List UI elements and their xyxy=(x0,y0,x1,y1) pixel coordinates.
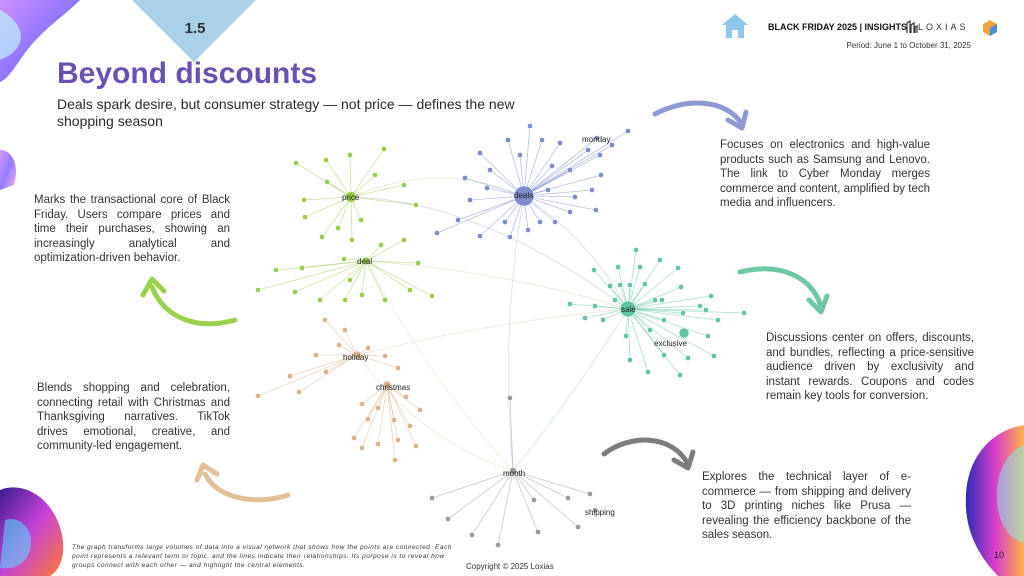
label-monday: monday xyxy=(582,135,611,144)
graph-node xyxy=(322,317,327,322)
graph-node xyxy=(531,497,536,502)
graph-node xyxy=(625,128,630,133)
graph-node xyxy=(255,287,260,292)
graph-node xyxy=(537,219,542,224)
graph-node xyxy=(324,179,329,184)
graph-edge xyxy=(628,309,708,336)
page-title: Beyond discounts xyxy=(57,57,318,90)
graph-node xyxy=(677,372,682,377)
graph-edge xyxy=(366,261,513,471)
label-sale: sale xyxy=(621,305,636,314)
graph-edge xyxy=(366,261,628,309)
graph-node xyxy=(296,389,301,394)
graph-node xyxy=(591,267,596,272)
graph-node xyxy=(535,529,540,534)
graph-edge xyxy=(351,197,416,205)
graph-node xyxy=(661,317,666,322)
description-holiday: Blends shopping and celebration, connecting retail with Christmas and Thanksgiving narratives. TikTok drives emotional, creative, and community-led engagement. xyxy=(37,382,230,452)
graph-node xyxy=(567,301,572,306)
label-exclusive: exclusive xyxy=(654,339,687,348)
graph-edge xyxy=(362,261,366,295)
graph-node xyxy=(342,297,347,302)
graph-node xyxy=(455,217,460,222)
graph-node xyxy=(659,297,664,302)
graph-node xyxy=(302,214,307,219)
graph-node xyxy=(403,394,408,399)
graph-node xyxy=(517,152,522,157)
graph-node xyxy=(705,333,710,338)
graph-node xyxy=(301,197,306,202)
arrow-icon-sale xyxy=(735,262,830,320)
graph-node xyxy=(358,217,363,222)
graph-node xyxy=(592,303,597,308)
graph-node xyxy=(589,187,594,192)
graph-node xyxy=(429,495,434,500)
graph-node xyxy=(413,443,418,448)
graph-node xyxy=(637,264,642,269)
graph-node xyxy=(299,265,304,270)
graph-edge xyxy=(351,178,524,197)
graph-node xyxy=(575,524,580,529)
graph-edge xyxy=(350,155,351,197)
graph-node xyxy=(359,401,364,406)
section-number: 1.5 xyxy=(184,20,206,37)
graph-node xyxy=(582,315,587,320)
label-month: month xyxy=(503,469,526,478)
label-shipping: shipping xyxy=(585,508,615,517)
graph-node xyxy=(615,264,620,269)
graph-node xyxy=(477,233,482,238)
graph-node xyxy=(612,297,617,302)
graph-node xyxy=(647,327,652,332)
graph-node xyxy=(703,307,708,312)
graph-node xyxy=(539,137,544,142)
graph-node xyxy=(319,234,324,239)
graph-node xyxy=(382,297,387,302)
label-deals: deals xyxy=(514,191,534,200)
graph-node xyxy=(378,242,383,247)
graph-node xyxy=(381,146,386,151)
brand-name: LOXIAS xyxy=(918,22,969,32)
graph-node xyxy=(593,207,598,212)
label-price: price xyxy=(342,193,360,202)
graph-node xyxy=(661,352,666,357)
label-deal: deal xyxy=(357,257,373,266)
node-exclusive xyxy=(679,328,689,338)
graph-edge xyxy=(524,138,597,196)
graph-node xyxy=(525,227,530,232)
graph-node xyxy=(477,150,482,155)
graph-node xyxy=(484,185,489,190)
graph-edge xyxy=(628,268,678,309)
graph-node xyxy=(657,257,662,262)
graph-node xyxy=(401,237,406,242)
graph-node xyxy=(469,532,474,537)
graph-node xyxy=(487,167,492,172)
label-holiday: holiday xyxy=(343,353,369,362)
graph-node xyxy=(349,237,354,242)
graph-node xyxy=(415,260,420,265)
graph-node xyxy=(395,437,400,442)
graph-node xyxy=(675,265,680,270)
graph-edge xyxy=(326,160,351,197)
graph-node xyxy=(429,293,434,298)
graph-node xyxy=(685,355,690,360)
description-deals: Focuses on electronics and high-value products such as Samsung and Lenovo. The link to Cyber Monday merges commerce and content, amplified by tech media and influencers. xyxy=(720,139,930,209)
description-month: Explores the technical layer of e-commerce — from shipping and delivery to 3D printing niches like Prusa — revealing the efficiency backbone of the sales season. xyxy=(702,471,911,541)
graph-node xyxy=(342,327,347,332)
label-christmas: christmas xyxy=(376,383,411,392)
graph-node xyxy=(549,163,554,168)
graph-node xyxy=(711,353,716,358)
graph-edge xyxy=(351,149,384,197)
copyright: Copyright © 2025 Loxias xyxy=(466,562,554,571)
graph-node xyxy=(372,172,377,177)
graph-node xyxy=(395,365,400,370)
graph-node xyxy=(407,287,412,292)
graph-edge xyxy=(357,355,513,471)
graph-node xyxy=(567,167,572,172)
graph-node xyxy=(697,303,702,308)
graph-edge xyxy=(448,471,513,519)
graph-node xyxy=(652,297,657,302)
graph-node xyxy=(527,123,532,128)
graph-node xyxy=(365,416,370,421)
graph-node xyxy=(585,147,590,152)
graph-edge xyxy=(524,196,596,210)
page-number: 10 xyxy=(994,550,1005,560)
graph-node xyxy=(600,317,605,322)
arrow-icon-holiday xyxy=(193,460,293,510)
graph-node xyxy=(413,202,418,207)
description-sale: Discussions center on offers, discounts, and bundles, reflecting a price-sensitive audience driven by exclusivity and instant rewards. Coupons and codes remain key tools for conversion. xyxy=(766,332,974,402)
graph-node xyxy=(495,542,500,547)
graph-node xyxy=(287,373,292,378)
graph-edge xyxy=(351,197,352,240)
graph-edge xyxy=(524,150,588,196)
graph-node xyxy=(375,441,380,446)
graph-node xyxy=(598,172,603,177)
graph-node xyxy=(401,182,406,187)
graph-node xyxy=(359,292,364,297)
graph-node xyxy=(627,357,632,362)
period-text: Period: June 1 to October 31, 2025 xyxy=(846,41,971,50)
graph-edge xyxy=(351,197,628,309)
graph-node xyxy=(502,219,507,224)
graph-node xyxy=(545,187,550,192)
graph-node xyxy=(365,345,370,350)
graph-node xyxy=(597,152,602,157)
graph-node xyxy=(462,175,467,180)
graph-node xyxy=(507,234,512,239)
graph-node xyxy=(642,281,647,286)
graph-node xyxy=(273,267,278,272)
graph-node xyxy=(255,393,260,398)
graph-node xyxy=(715,317,720,322)
graph-node xyxy=(623,333,628,338)
graph-node xyxy=(336,342,341,347)
graph-node xyxy=(572,194,577,199)
graph-node xyxy=(567,209,572,214)
graph-node xyxy=(607,283,612,288)
graph-edge xyxy=(325,320,357,355)
graph-node xyxy=(552,219,557,224)
graph-node xyxy=(417,407,422,412)
graph-node xyxy=(382,353,387,358)
graph-node xyxy=(392,457,397,462)
graph-node xyxy=(587,491,592,496)
graph-node xyxy=(359,445,364,450)
graph-node xyxy=(341,256,346,261)
graph-edge xyxy=(276,261,366,270)
graph-node xyxy=(645,369,650,374)
graph-edge xyxy=(432,471,513,498)
graph-node xyxy=(627,282,632,287)
description-price: Marks the transactional core of Black Friday. Users compare prices and time their purchases, showing an increasingly analytical and optimization-driven behavior. xyxy=(34,194,230,264)
graph-node xyxy=(347,277,352,282)
graph-node xyxy=(323,157,328,162)
graph-node xyxy=(505,137,510,142)
graph-node xyxy=(313,352,318,357)
graph-node xyxy=(292,289,297,294)
graph-edge xyxy=(258,261,366,290)
page-subtitle: Deals spark desire, but consumer strategy — not price — defines the new shopping season xyxy=(57,96,515,129)
graph-edge xyxy=(628,250,636,309)
graph-node xyxy=(507,395,512,400)
graph-node xyxy=(335,225,340,230)
graph-node xyxy=(633,247,638,252)
graph-node xyxy=(391,417,396,422)
graph-node xyxy=(680,310,685,315)
arrow-icon-price xyxy=(140,275,240,330)
report-header: BLACK FRIDAY 2025 | INSIGHTS xyxy=(768,22,908,32)
graph-edge xyxy=(354,385,387,438)
graph-node xyxy=(347,152,352,157)
graph-edge xyxy=(366,261,410,290)
graph-node xyxy=(407,423,412,428)
graph-node xyxy=(708,293,713,298)
graph-node xyxy=(317,297,322,302)
graph-node xyxy=(565,495,570,500)
graph-node xyxy=(467,197,472,202)
graph-node xyxy=(434,230,439,235)
arrow-icon-deals xyxy=(650,96,752,136)
graph-node xyxy=(678,284,683,289)
graph-node xyxy=(293,160,298,165)
graph-node xyxy=(617,282,622,287)
arrow-icon-month xyxy=(600,432,698,474)
graph-node xyxy=(445,516,450,521)
graph-node xyxy=(351,435,356,440)
graph-node xyxy=(323,369,328,374)
graph-node xyxy=(557,140,562,145)
graph-node xyxy=(375,405,380,410)
graph-footnote: The graph transforms large volumes of data into a visual network that shows how the points are connected. Each point represents a relevant term or topic, and the lines indicate their relationships. Its purpose is to reveal how groups connect with each other — and highlight the central elements. xyxy=(72,544,452,569)
graph-edge xyxy=(295,261,366,292)
